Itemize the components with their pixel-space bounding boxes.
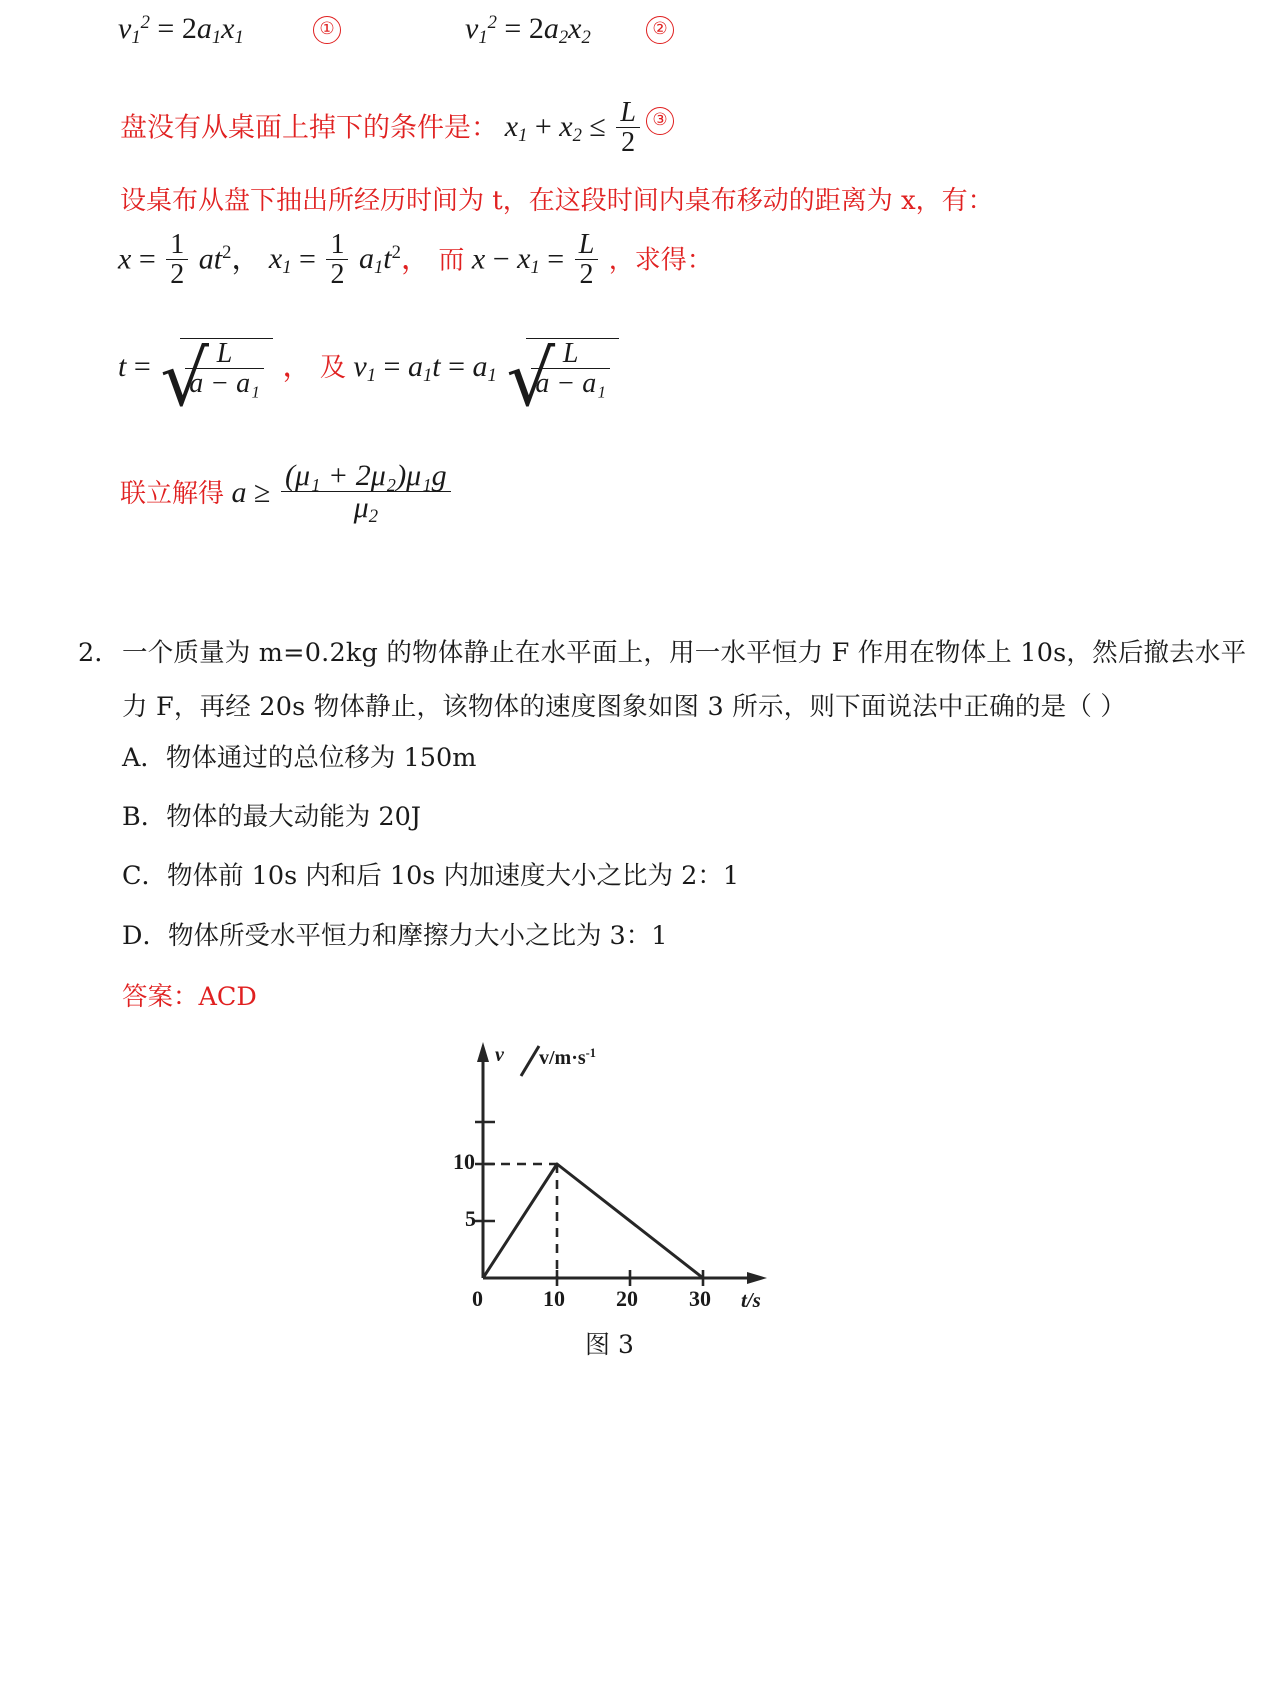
conjunction-ji: 及 (319, 352, 346, 383)
answer-line: 答案：ACD (122, 982, 257, 1012)
frac-den-a-a1-2: a − a₁ (531, 368, 610, 398)
option-c[interactable]: C．物体前 10s 内和后 10s 内加速度大小之比为 2：1 (122, 861, 740, 891)
velocity-time-graph (455, 1030, 785, 1310)
x-tick-label-30: 30 (689, 1286, 711, 1311)
radical-sign-icon-2: √ (506, 335, 556, 425)
circled-number-2: ② (646, 16, 674, 44)
radical-2 (506, 335, 619, 425)
origin-label: 0 (472, 1286, 483, 1311)
y-tick-label-5: 5 (465, 1206, 476, 1231)
graph-svg (455, 1030, 785, 1310)
figure-caption: 图 3 (585, 1330, 634, 1359)
qiude-text: ，求得： (608, 245, 713, 276)
frac-numerator-L: L (620, 96, 636, 128)
y-axis-label-units (539, 1046, 596, 1070)
question-line-2: 力 F，再经 20s 物体静止，该物体的速度图象如图 3 所示，则下面说法中正确的是（ ） (122, 692, 1127, 722)
conjunction-er: 而 (438, 245, 465, 276)
condition-text: 盘没有从桌面上掉下的条件是： (120, 112, 498, 144)
option-d[interactable]: D．物体所受水平恒力和摩擦力大小之比为 3：1 (122, 921, 668, 951)
equation-1-marker (313, 16, 341, 44)
radical-1 (160, 335, 273, 425)
setup-sentence: 设桌布从盘下抽出所经历时间为 t，在这段时间内桌布移动的距离为 x，有： (120, 186, 994, 216)
frac-den-2b: 2 (326, 259, 348, 289)
frac-den-22: 2 (575, 259, 599, 289)
equation-2: $v_1^2 = 2a_2x_2$ (465, 12, 591, 49)
final-numerator: (μ₁ + 2μ₂)μ₁g (284, 458, 447, 492)
y-tick-label-10: 10 (453, 1149, 475, 1174)
frac-den-a-a1: a − a₁ (185, 368, 264, 398)
frac-num-L4: L (562, 337, 579, 369)
axis-label-slash (521, 1046, 539, 1076)
frac-denominator-2: 2 (616, 127, 640, 157)
circled-number-1: ① (313, 16, 341, 44)
question-line-1: 一个质量为 m=0.2kg 的物体静止在水平面上，用一水平恒力 F 作用在物体上 10s，然后撤去水平 (122, 638, 1247, 668)
radical-sign-icon: √ (160, 335, 210, 425)
option-a[interactable]: A．物体通过的总位移为 150m (122, 743, 477, 773)
equation-x-line: x = $\frac{1}{2}$ $at^2$， $x_1$ = $\frac{1}{2}$ $a_1t^2$， 而 $x - x_1$ = $\frac{L}{2}$ ，求得： (118, 228, 713, 291)
equation-1: $v_1^2 = 2a_1x_1$ (118, 12, 244, 49)
x-tick-label-10: 10 (543, 1286, 565, 1311)
final-prefix: 联立解得 (120, 479, 225, 510)
y-axis-arrow-icon (477, 1042, 489, 1062)
equation-t-line: t = √ $\frac{L}{\text{a − a₁}}$ ， 及 $v_1 = a_1t = a_1$ √ $\frac{L}{\text{a − a₁}}$ (118, 338, 621, 400)
equation-2-marker (646, 16, 674, 44)
question-number: 2． (78, 638, 121, 668)
final-result-line: 联立解得 a ≥ $\frac{\text{(μ₁ + 2μ₂)μ₁g}}{\mu_2}$ (120, 462, 454, 528)
frac-num-1a: 1 (170, 228, 185, 260)
circled-number-3: ③ (646, 107, 674, 135)
equation-3-marker (646, 107, 674, 135)
option-b[interactable]: B．物体的最大动能为 20J (122, 802, 422, 832)
final-denominator: $\mu_2$ (281, 491, 451, 527)
frac-num-1b: 1 (330, 228, 345, 260)
y-axis-units-text: v/m·s (539, 1046, 586, 1069)
y-axis-units-exponent: -1 (585, 1046, 596, 1060)
x-axis-label: t/s (741, 1288, 761, 1312)
frac-num-L2: L (578, 228, 595, 260)
x-tick-label-20: 20 (616, 1286, 638, 1311)
frac-num-L3: L (216, 337, 233, 369)
condition-line-3 (120, 96, 643, 159)
velocity-curve (483, 1164, 703, 1278)
frac-den-2a: 2 (166, 259, 188, 289)
condition-expression: $x_1 + x_2$ ≤ $\frac{L}{2}$ (505, 110, 643, 143)
y-axis-label-v: v (495, 1044, 504, 1066)
x-axis-arrow-icon (747, 1272, 767, 1284)
